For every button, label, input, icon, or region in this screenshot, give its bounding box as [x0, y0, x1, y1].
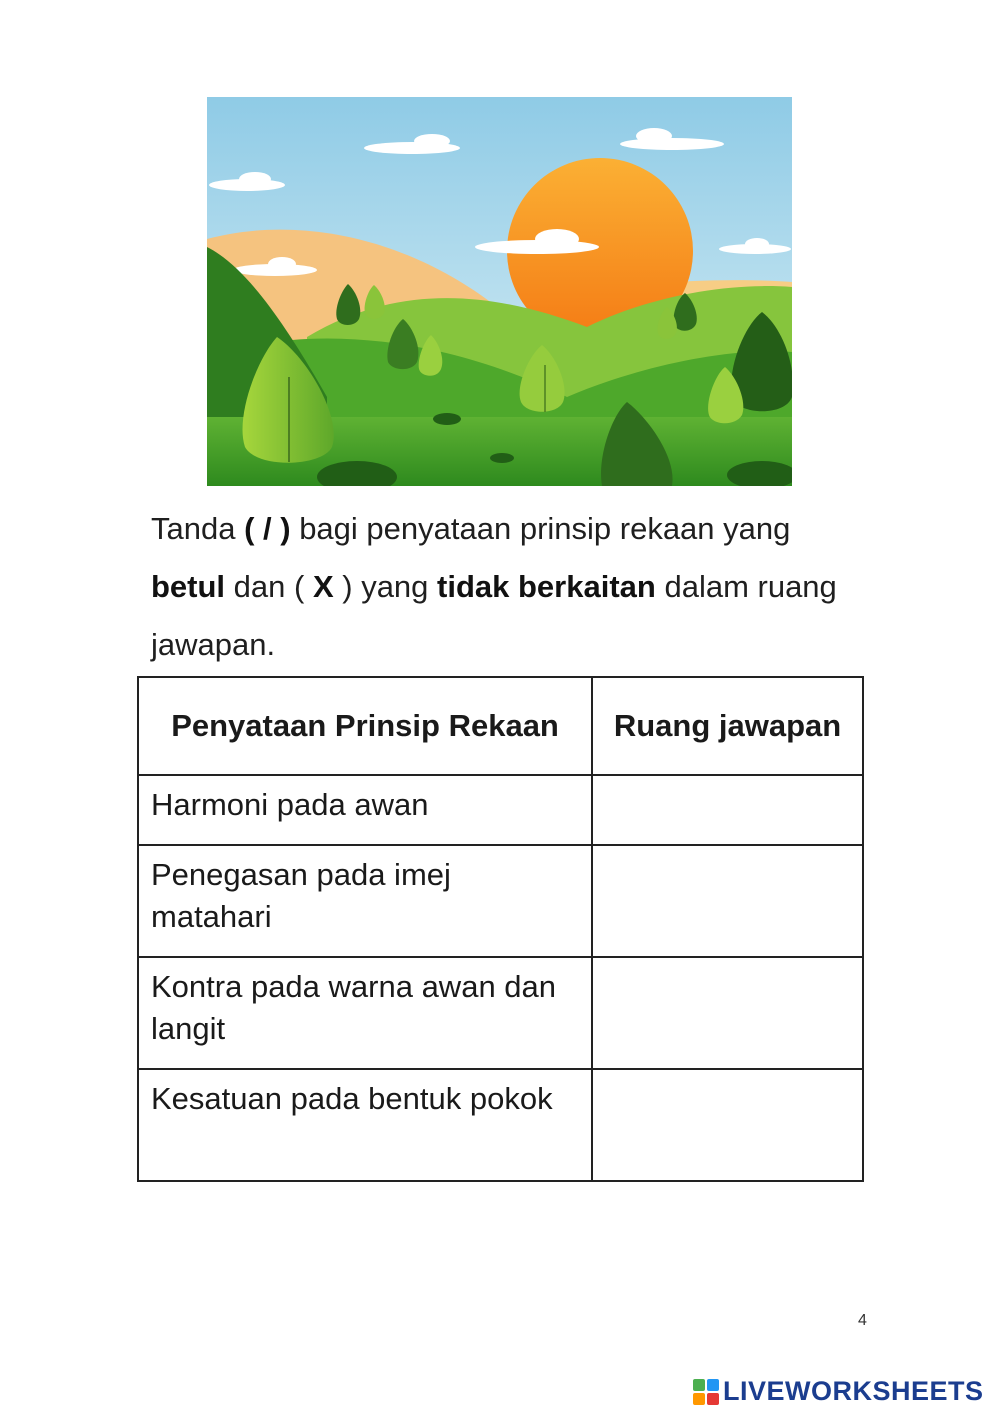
- table-row: [138, 845, 863, 957]
- instruction-p3: dan (: [225, 569, 313, 604]
- page-number: 4: [858, 1312, 867, 1329]
- liveworksheets-brand: [693, 1376, 984, 1407]
- liveworksheets-logo-icon: [693, 1379, 719, 1405]
- statement-cell: Harmoni pada awan: [138, 775, 592, 845]
- answer-cell[interactable]: [592, 845, 863, 957]
- instruction-p2: bagi penyataan prinsip rekaan yang: [290, 511, 791, 546]
- statement-cell: Kontra pada warna awan dan langit: [138, 957, 592, 1069]
- correct-word: betul: [151, 569, 226, 604]
- instruction-p5: dalam ruang jawapan.: [151, 569, 837, 662]
- header-statement: Penyataan Prinsip Rekaan: [138, 677, 592, 775]
- cross-mark-symbol: X: [312, 569, 334, 604]
- statement-cell: Penegasan pada imej matahari: [138, 845, 592, 957]
- table-row: [138, 957, 863, 1069]
- unrelated-word: tidak berkaitan: [437, 569, 656, 604]
- header-answer: Ruang jawapan: [592, 677, 863, 775]
- table-header-row: [138, 677, 863, 775]
- answer-cell[interactable]: [592, 1069, 863, 1181]
- answer-cell[interactable]: [592, 957, 863, 1069]
- instruction-p1: Tanda: [151, 511, 245, 546]
- landscape-illustration: [207, 97, 792, 486]
- table-row: [138, 1069, 863, 1181]
- brand-name: LIVEWORKSHEETS: [723, 1376, 984, 1406]
- instruction-p4: ) yang: [333, 569, 438, 604]
- design-principle-table: [137, 676, 864, 1182]
- tick-mark-symbol: ( / ): [244, 511, 291, 546]
- statement-cell: Kesatuan pada bentuk pokok: [138, 1069, 592, 1181]
- answer-cell[interactable]: [592, 775, 863, 845]
- table-row: [138, 775, 863, 845]
- instruction-text: [151, 500, 871, 674]
